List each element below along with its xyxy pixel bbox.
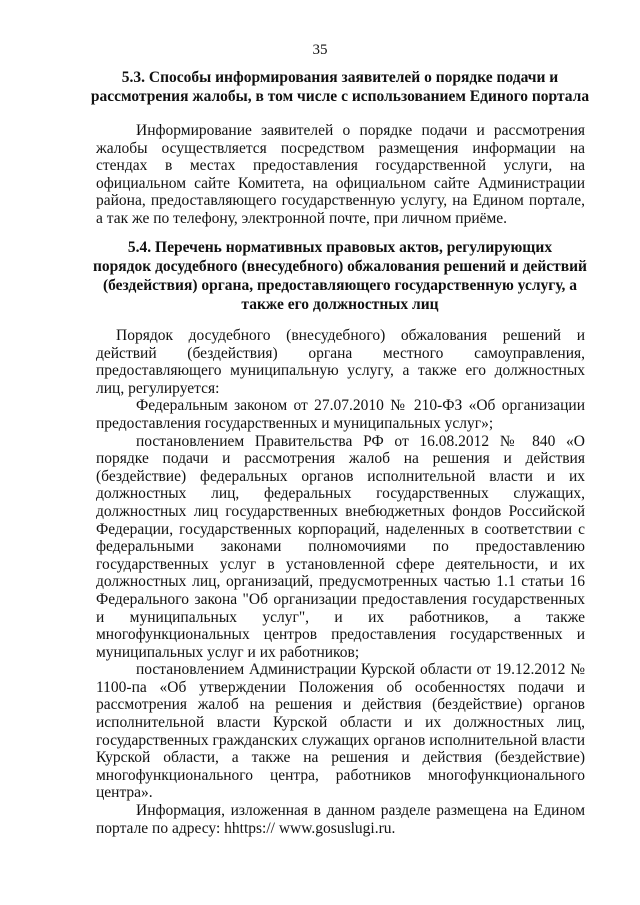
section-5-4-heading — [90, 238, 590, 314]
section-5-3-body — [96, 122, 585, 228]
section-5-4-heading-line-1: 5.4. Перечень нормативных правовых актов, регулирующих — [127, 239, 553, 256]
page-number: 35 — [312, 42, 328, 58]
section-5-4-paragraph-kursk-decree: постановлением Администрации Курской области от 19.12.2012 № 1100-па «Об утверждении Положения об особенностях подачи и рассмотрения жалоб на решения и действия (бездействие) органов исполнительной власти Курской области и их должностных лиц, государственных гражданских служащих органов исполнительной власти Курской области, а также на решения и действия (бездействие) многофункционального центра, работников многофункционального центра». — [96, 661, 585, 802]
section-5-4-paragraph-intro: Порядок досудебного (внесудебного) обжалования решений и действий (бездействия) органа местного самоуправления, предоставляющего муниципальную услугу, а также его должностных лиц, регулируется: — [96, 327, 585, 397]
section-5-4-paragraph-portal-info: Информация, изложенная в данном разделе размещена на Едином портале по адресу: hhttps:// www.gosuslugi.ru. — [96, 802, 585, 837]
section-5-4-heading-line-4: также его должностных лиц — [241, 296, 439, 313]
section-5-4-heading-line-3: (бездействия) органа, предоставляющего государственную услугу, а — [102, 277, 578, 294]
section-5-3-heading — [90, 68, 590, 106]
section-5-4-body — [96, 327, 585, 837]
section-5-3-heading-line-1: 5.3. Способы информирования заявителей о порядке подачи и — [121, 69, 559, 86]
section-5-3-paragraph: Информирование заявителей о порядке подачи и рассмотрения жалобы осуществляется посредством размещения информации на стендах в местах предоставления государственной услуги, на официальном сайте Комитета, на официальном сайте Администрации района, предоставляющего государственную услугу, на Едином портале, а так же по телефону, электронной почте, при личном приёме. — [96, 122, 585, 227]
section-5-4-paragraph-government-decree: постановлением Правительства РФ от 16.08.2012 № 840 «О порядке подачи и рассмотрения жалоб на решения и действия (бездействие) федеральных органов исполнительной власти и их должностных лиц, федеральных государственных служащих, должностных лиц государственных внебюджетных фондов Российской Федерации, государственных корпораций, наделенных в соответствии с федеральными законами полномочиями по предоставлению государственных услуг в установленной сфере деятельности, и их должностных лиц, организаций, предусмотренных частью 1.1 статьи 16 Федерального закона "Об организации предоставления государственных и муниципальных услуг", и их работников, а также многофункциональных центров предоставления государственных и муниципальных услуг и их работников; — [96, 432, 585, 661]
section-5-4-heading-line-2: порядок досудебного (внесудебного) обжалования решений и действий — [93, 258, 587, 275]
section-5-3-heading-line-2: рассмотрения жалобы, в том числе с использованием Единого портала — [90, 88, 590, 105]
section-5-4-paragraph-federal-law: Федеральным законом от 27.07.2010 № 210-ФЗ «Об организации предоставления государственных и муниципальных услуг»; — [96, 397, 585, 432]
